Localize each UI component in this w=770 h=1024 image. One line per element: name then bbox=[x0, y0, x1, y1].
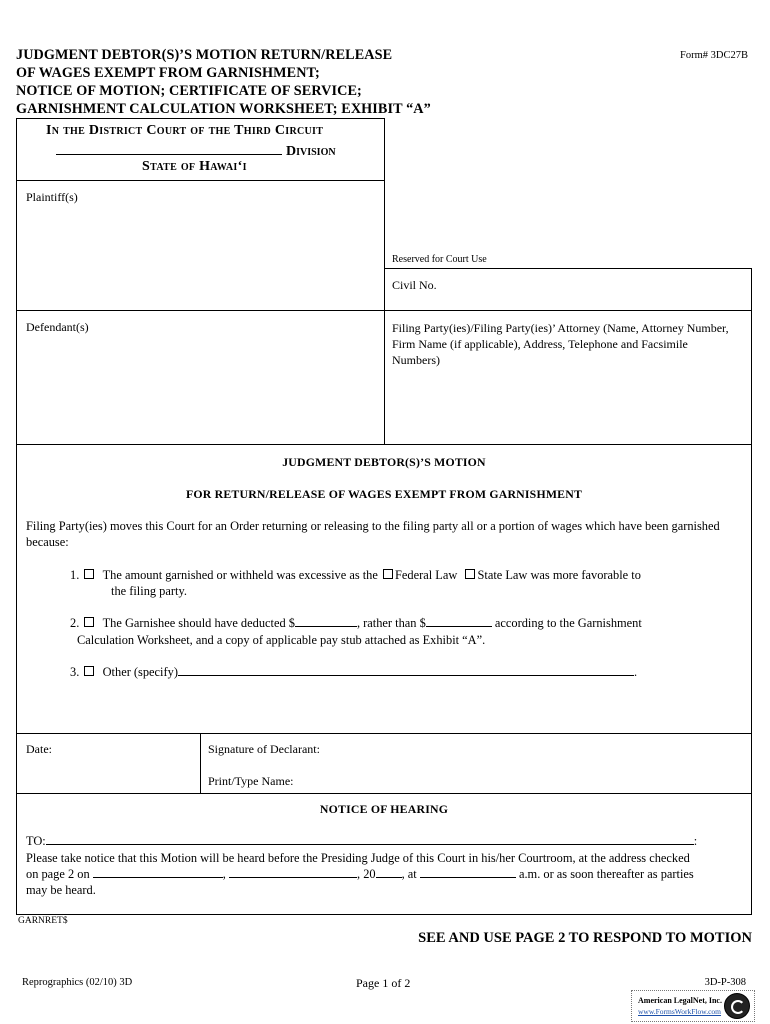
parties-divider bbox=[16, 310, 752, 311]
date-label: Date: bbox=[26, 742, 52, 756]
item2-text-c: according to the Garnishment bbox=[494, 616, 642, 630]
signature-top-border bbox=[16, 733, 752, 734]
signature-field[interactable] bbox=[340, 740, 745, 760]
item1-text: The amount garnished or withheld was excessive as the bbox=[102, 568, 378, 582]
motion-top-border bbox=[16, 444, 752, 445]
rather-than-amount-field[interactable] bbox=[426, 615, 492, 627]
federal-law-label: Federal Law bbox=[395, 568, 458, 582]
reserved-label: Reserved for Court Use bbox=[392, 254, 487, 265]
date-field[interactable] bbox=[70, 740, 195, 760]
item3-number: 3. bbox=[70, 665, 80, 679]
motion-intro: Filing Party(ies) moves this Court for an Order returning or releasing to the filing party all or a portion of wages which have been garnished because: bbox=[26, 519, 720, 549]
see-page-2-notice: SEE AND USE PAGE 2 TO RESPOND TO MOTION bbox=[418, 930, 752, 946]
item3-checkbox[interactable] bbox=[84, 666, 94, 676]
print-name-field[interactable] bbox=[310, 772, 745, 790]
state-law-label: State Law was more favorable to bbox=[477, 568, 641, 582]
legalnet-link[interactable]: www.FormsWorkFlow.com bbox=[638, 1007, 722, 1016]
legalnet-name: American LegalNet, Inc. bbox=[638, 996, 722, 1005]
hearing-year-field[interactable] bbox=[376, 866, 402, 878]
legalnet-logo-icon bbox=[724, 993, 750, 1019]
court-box-bottom bbox=[16, 180, 385, 181]
notice-text-line1: Please take notice that this Motion will be heard before the Presiding Judge of this Court in his/her Courtroom, at the address checked bbox=[26, 851, 690, 865]
item2-text-a: The Garnishee should have deducted $ bbox=[102, 616, 295, 630]
reprographics-code: Reprographics (02/10) 3D bbox=[22, 977, 133, 988]
notice-text-line2 bbox=[26, 866, 694, 882]
notice-heading: NOTICE OF HEARING bbox=[319, 802, 449, 816]
civil-no-label: Civil No. bbox=[392, 278, 437, 292]
hearing-month-field[interactable] bbox=[229, 866, 357, 878]
comma-sep: , bbox=[222, 867, 226, 881]
court-name: In the District Court of the Third Circuit bbox=[46, 123, 324, 138]
notice-time-suffix: a.m. or as soon thereafter as parties bbox=[518, 867, 694, 881]
page-number: Page 1 of 2 bbox=[356, 976, 411, 990]
item3-text: Other (specify) bbox=[102, 665, 178, 679]
filing-party-field[interactable] bbox=[390, 372, 746, 440]
title-line-3: NOTICE OF MOTION; CERTIFICATE OF SERVICE; bbox=[16, 83, 362, 99]
motion-item-1 bbox=[70, 567, 710, 583]
item1-continuation: the filing party. bbox=[111, 584, 187, 598]
garnret-code: GARNRET$ bbox=[18, 916, 68, 926]
division-blank[interactable] bbox=[56, 141, 282, 155]
signature-label: Signature of Declarant: bbox=[208, 742, 320, 756]
caption-divider bbox=[384, 118, 385, 444]
motion-item-3: 3. Other (specify) . bbox=[70, 665, 638, 679]
title-line-1: JUDGMENT DEBTOR(S)’S MOTION RETURN/RELEASE bbox=[16, 47, 393, 63]
notice-on-page-label: on page 2 on bbox=[26, 867, 90, 881]
federal-law-checkbox[interactable] bbox=[383, 569, 393, 579]
title-line-4: GARNISHMENT CALCULATION WORKSHEET; EXHIBIT “A” bbox=[16, 101, 431, 117]
plaintiff-field[interactable] bbox=[22, 200, 380, 305]
at-label: , at bbox=[401, 867, 417, 881]
defendant-field[interactable] bbox=[22, 336, 380, 440]
notice-text-line3: may be heard. bbox=[26, 883, 96, 897]
form-title bbox=[16, 46, 476, 118]
outer-bottom-border bbox=[16, 914, 752, 915]
other-specify-field[interactable] bbox=[178, 664, 634, 676]
notice-top-border bbox=[16, 793, 752, 794]
date-divider bbox=[200, 733, 201, 793]
outer-left-border bbox=[16, 118, 17, 914]
hearing-time-field[interactable] bbox=[420, 866, 516, 878]
year-prefix: , 20 bbox=[357, 867, 376, 881]
item1-checkbox[interactable] bbox=[84, 569, 94, 579]
division-line bbox=[56, 141, 336, 160]
title-line-2: OF WAGES EXEMPT FROM GARNISHMENT; bbox=[16, 65, 320, 81]
outer-right-border bbox=[751, 268, 752, 914]
state-law-checkbox[interactable] bbox=[465, 569, 475, 579]
form-number: Form# 3DC27B bbox=[680, 50, 748, 61]
motion-heading: JUDGMENT DEBTOR(S)’S MOTION bbox=[282, 455, 486, 469]
print-name-label: Print/Type Name: bbox=[208, 774, 294, 788]
item2-checkbox[interactable] bbox=[84, 617, 94, 627]
civil-no-field[interactable] bbox=[450, 274, 746, 304]
defendant-label: Defendant(s) bbox=[26, 320, 89, 334]
to-label: TO: bbox=[26, 834, 46, 848]
filing-party-label: Filing Party(ies)/Filing Party(ies)’ Attorney (Name, Attorney Number, Firm Name (if applicable), Address, Telephone and Facsimile Numbers) bbox=[392, 321, 729, 367]
to-field[interactable] bbox=[46, 833, 694, 845]
division-label: Division bbox=[286, 144, 336, 159]
motion-subheading: FOR RETURN/RELEASE OF WAGES EXEMPT FROM GARNISHMENT bbox=[185, 487, 583, 501]
plaintiff-label: Plaintiff(s) bbox=[26, 190, 78, 204]
item2-continuation: Calculation Worksheet, and a copy of applicable pay stub attached as Exhibit “A”. bbox=[77, 633, 486, 647]
state-name: State of Hawai‘i bbox=[142, 159, 247, 174]
item2-text-b: , rather than $ bbox=[356, 616, 426, 630]
deducted-amount-field[interactable] bbox=[295, 615, 357, 627]
caption-top-border bbox=[16, 118, 385, 119]
motion-item-2 bbox=[70, 615, 730, 631]
form-code: 3D-P-308 bbox=[704, 977, 746, 988]
item1-number: 1. bbox=[70, 568, 80, 582]
civil-top-border bbox=[384, 268, 752, 269]
hearing-day-field[interactable] bbox=[93, 866, 223, 878]
to-line: TO: : bbox=[26, 834, 698, 848]
item2-number: 2. bbox=[70, 616, 80, 630]
